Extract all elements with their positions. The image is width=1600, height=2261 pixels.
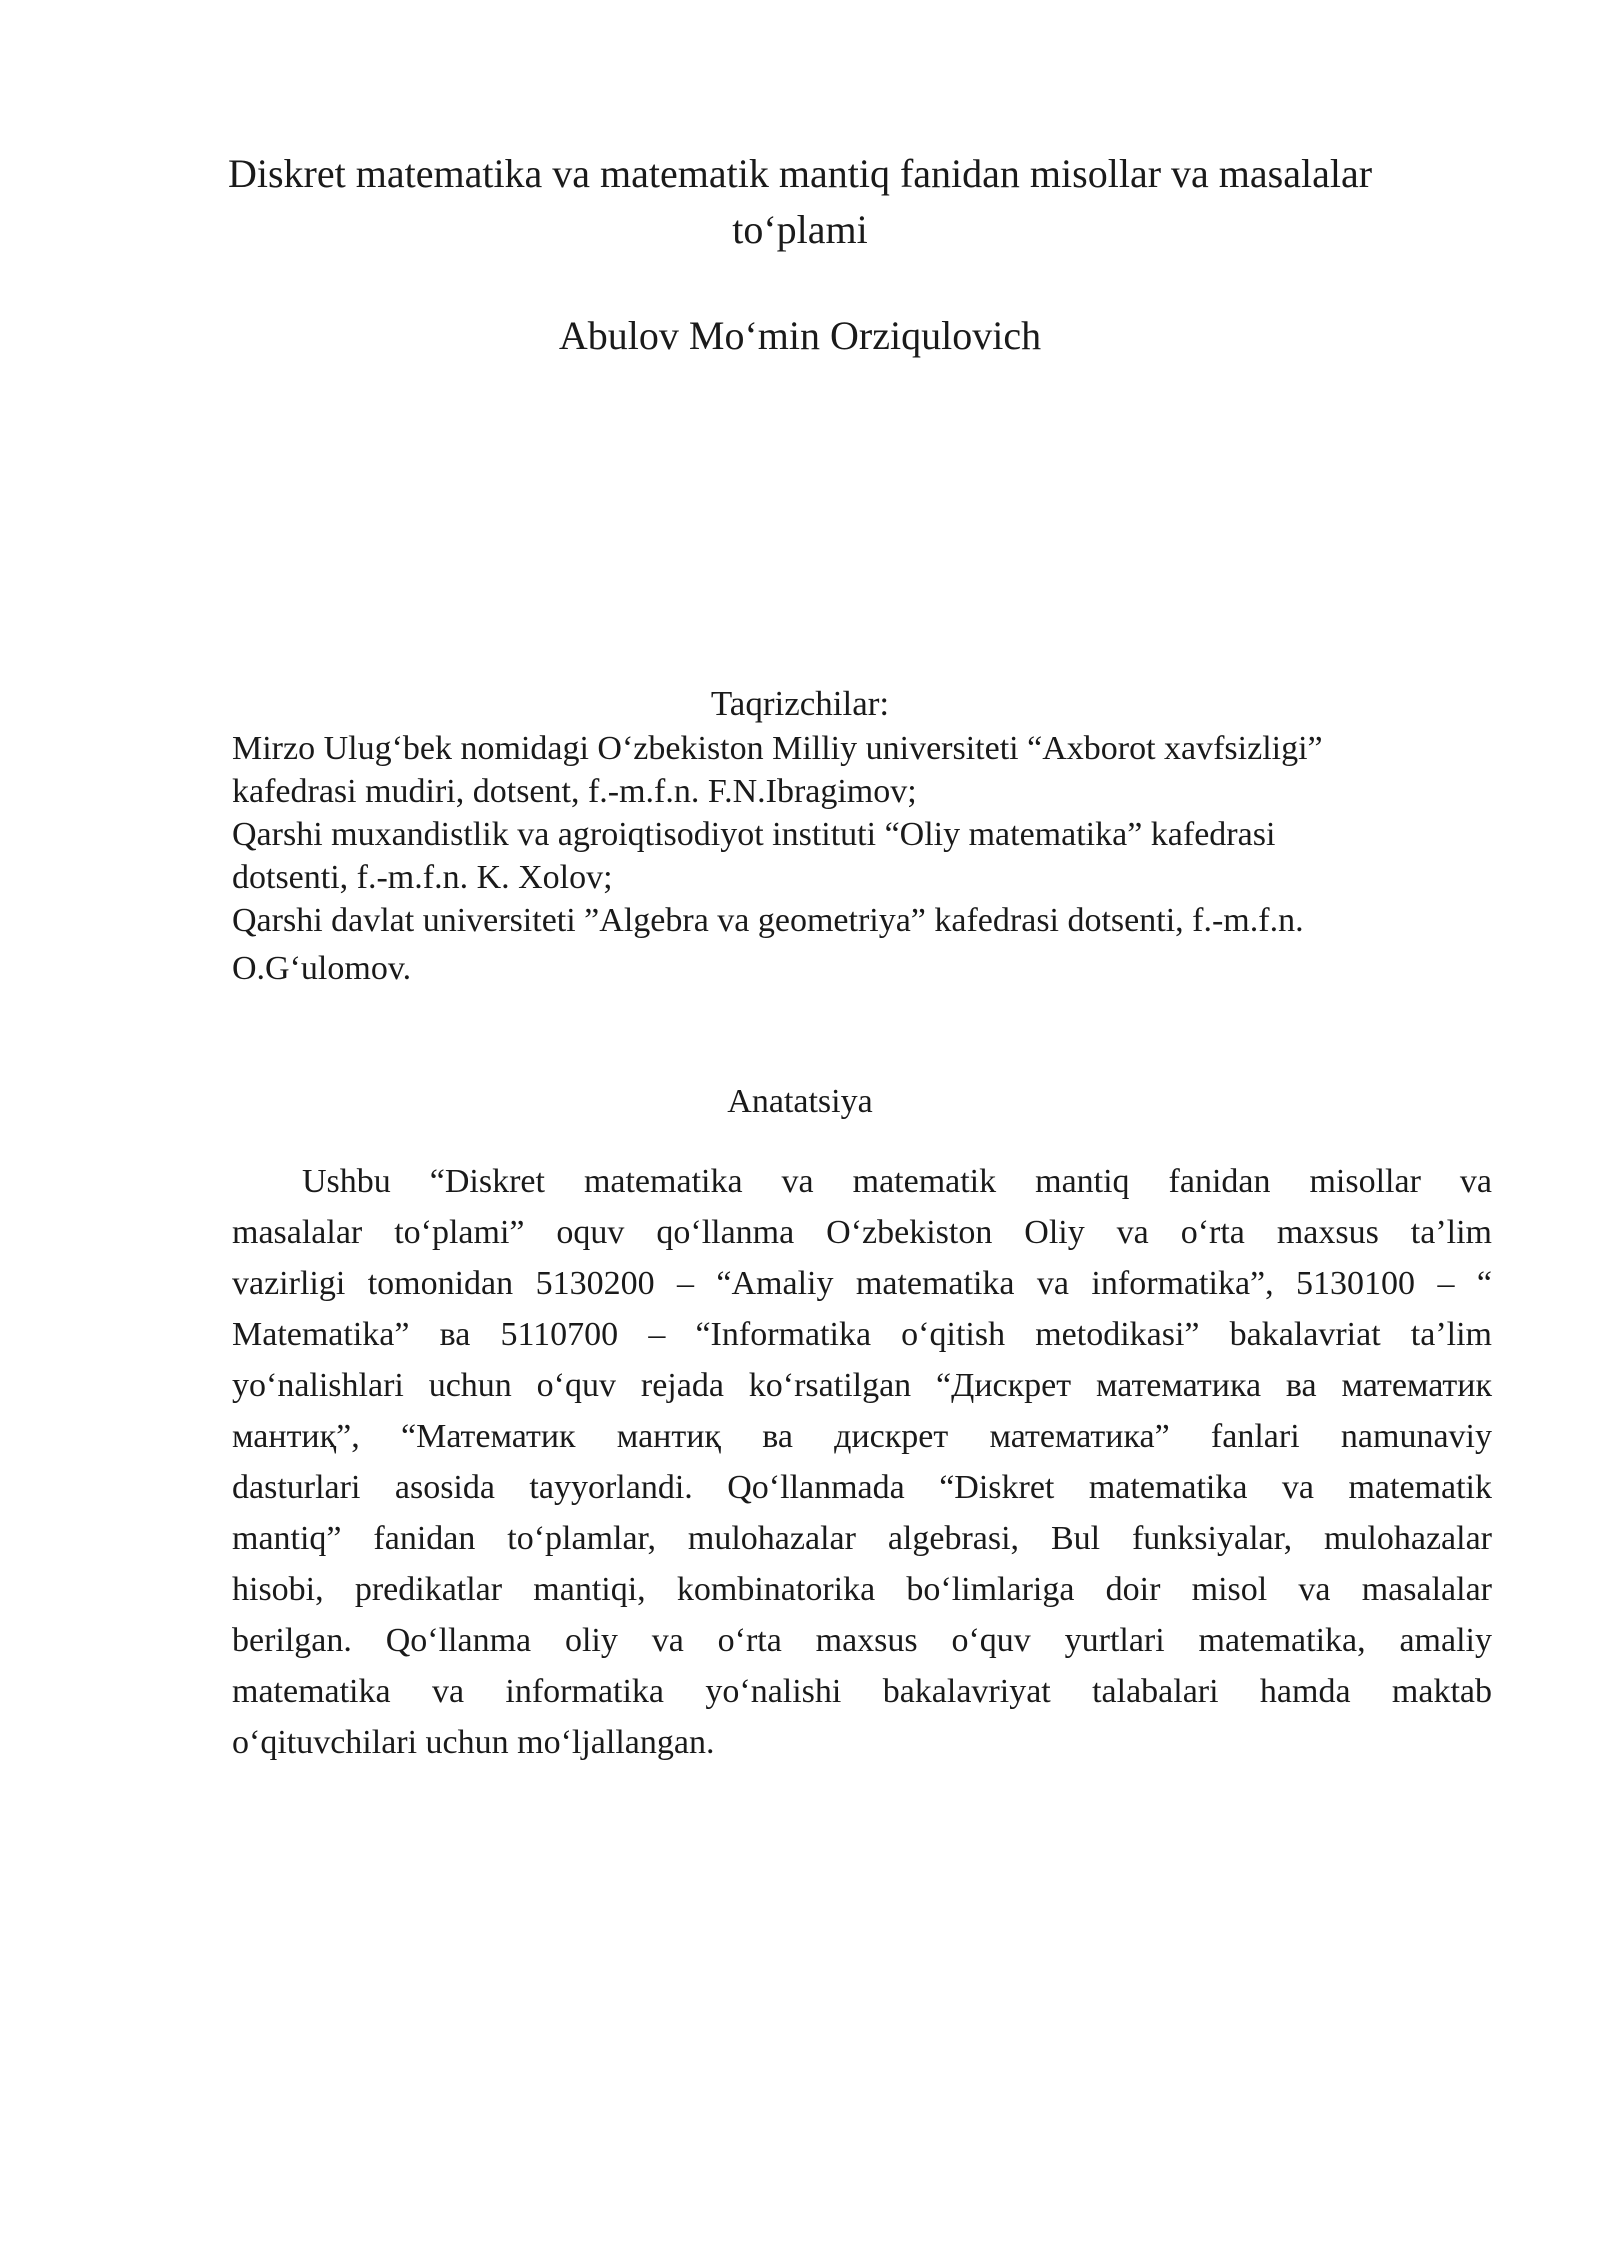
abstract-line: berilgan. Qo‘llanma oliy va o‘rta maxsus o‘quv yurtlari matematika, amaliy	[232, 1622, 1492, 1659]
abstract-body	[232, 1156, 1492, 1768]
abstract-line: o‘qituvchilari uchun mo‘ljallangan.	[232, 1724, 715, 1761]
abstract-heading: Anatatsiya	[727, 1083, 873, 1120]
abstract-line: hisobi, predikatlar mantiqi, kombinatorika bo‘limlariga doir misol va masalalar	[232, 1571, 1492, 1608]
abstract-line: masalalar to‘plami” oquv qo‘llanma O‘zbekiston Oliy va o‘rta maxsus ta’lim	[232, 1214, 1492, 1251]
abstract-line: mantiq” fanidan to‘plamlar, mulohazalar algebrasi, Bul funksiyalar, mulohazalar	[232, 1520, 1492, 1557]
abstract-line: vazirligi tomonidan 5130200 – “Amaliy matematika va informatika”, 5130100 – “	[232, 1265, 1492, 1302]
title-line-2: to‘plami	[732, 207, 868, 252]
author-name: Abulov Mo‘min Orziqulovich	[558, 313, 1042, 358]
abstract-line: matematika va informatika yo‘nalishi bakalavriyat talabalari hamda maktab	[232, 1673, 1492, 1710]
reviewers-heading: Taqrizchilar:	[710, 684, 890, 723]
title-line-1: Diskret matematika va matematik mantiq fanidan misollar va masalalar	[227, 151, 1373, 196]
abstract-line: dasturlari asosida tayyorlandi. Qo‘llanmada “Diskret matematika va matematik	[232, 1469, 1492, 1506]
reviewer-line: Qarshi muxandistlik va agroiqtisodiyot instituti “Oliy matematika” kafedrasi	[232, 816, 1276, 853]
reviewers-list	[232, 727, 1432, 990]
reviewer-line: dotsenti, f.-m.f.n. K. Xolov;	[232, 859, 613, 896]
abstract-line: Ushbu “Diskret matematika va matematik mantiq fanidan misollar va	[302, 1163, 1492, 1200]
abstract-line: Matematika” ва 5110700 – “Informatika o‘qitish metodikasi” bakalavriat ta’lim	[232, 1316, 1492, 1353]
abstract-line: yo‘nalishlari uchun o‘quv rejada ko‘rsatilgan “Дискрет математика ва математик	[232, 1367, 1492, 1404]
reviewer-line: Mirzo Ulug‘bek nomidagi O‘zbekiston Milliy universiteti “Axborot xavfsizligi”	[232, 730, 1323, 767]
reviewer-line: Qarshi davlat universiteti ”Algebra va geometriya” kafedrasi dotsenti, f.-m.f.n.	[232, 902, 1304, 939]
document-title	[200, 146, 1400, 258]
reviewer-line: kafedrasi mudiri, dotsent, f.-m.f.n. F.N.Ibragimov;	[232, 773, 917, 810]
reviewer-line: O.G‘ulomov.	[232, 950, 412, 987]
abstract-line: мантиқ”, “Математик мантиқ ва дискрет математика” fanlari namunaviy	[232, 1418, 1492, 1455]
